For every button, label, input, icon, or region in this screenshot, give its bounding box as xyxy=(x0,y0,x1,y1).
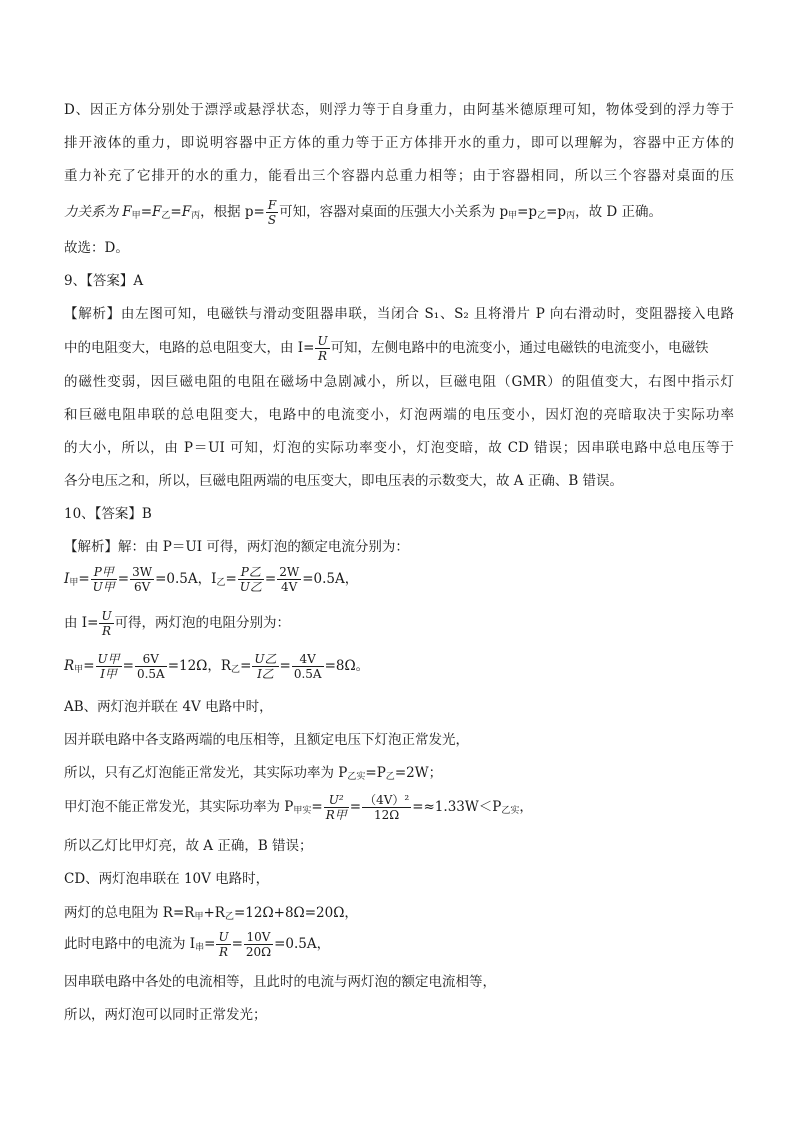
text-run: R xyxy=(64,658,75,674)
text-run: =P xyxy=(365,765,386,781)
subscript: 乙实 xyxy=(347,772,366,782)
denominator: U甲 xyxy=(92,580,115,594)
analysis-10-line-series-current xyxy=(64,928,734,964)
denominator: S xyxy=(267,213,277,227)
fraction xyxy=(252,653,278,680)
analysis-9-line-2 xyxy=(64,334,734,362)
text-run: 可得，两灯泡的电阻分别为： xyxy=(114,615,291,631)
text-run: =8Ω。 xyxy=(324,658,370,674)
denominator: I乙 xyxy=(257,667,274,681)
denominator: I甲 xyxy=(100,667,117,681)
text-run: = xyxy=(117,571,130,587)
fraction xyxy=(292,653,324,680)
fraction xyxy=(96,653,122,680)
denominator: 0.5A xyxy=(136,667,165,681)
numerator: P乙 xyxy=(238,566,264,580)
analysis-10-line-1: 【解析】解：由 P＝UI 可得，两灯泡的额定电流分别为： xyxy=(64,539,409,555)
analysis-10-line-final: 所以，两灯泡可以同时正常发光； xyxy=(64,1007,267,1023)
text-run: ，根据 p= xyxy=(200,204,265,220)
fraction-u-over-r xyxy=(99,610,113,637)
text-run: = xyxy=(231,936,243,952)
analysis-10-line-equal-current: 因串联电路中各处的电流相等，且此时的电流与两灯泡的额定电流相等， xyxy=(64,974,496,990)
analysis-9-line-6: 各分电压之和，所以，巨磁电阻两端的电压变大，即电压表的示数变大，故 A 正确、B 错误。 xyxy=(64,473,624,489)
analysis-10-resistance xyxy=(64,650,734,686)
text-run: ，故 D 正确。 xyxy=(575,204,662,220)
denominator: 12Ω xyxy=(374,808,400,822)
fraction-u-over-r xyxy=(315,335,329,362)
analysis-10-ohm-law xyxy=(64,608,734,638)
subscript: 丙 xyxy=(191,211,201,221)
denominator: R xyxy=(101,624,112,638)
text-run: = xyxy=(240,658,252,674)
numerator: U xyxy=(218,930,229,944)
paragraph-d-line-2: 排开液体的重力，即说明容器中正方体的重力等于正方体排开水的重力，即可以理解为，容器中正方体的 xyxy=(64,135,734,151)
paragraph-d-line-3: 重力补充了它排开的水的重力，能看出三个容器内总重力相等；由于容器相同，所以三个容器对桌面的压 xyxy=(64,168,734,184)
fraction xyxy=(130,566,154,593)
fraction-f-over-s xyxy=(266,199,278,226)
subscript: 丙 xyxy=(566,211,576,221)
text-run: = xyxy=(349,799,362,815)
denominator: R xyxy=(218,945,229,959)
text-run: 所以，只有乙灯泡能正常发光，其实际功率为 P xyxy=(64,765,348,781)
paragraph-d-line-1: D、因正方体分别处于漂浮或悬浮状态，则浮力等于自身重力，由阿基米德原理可知，物体受到的浮力等于 xyxy=(64,102,734,118)
analysis-9-line-5: 的大小，所以，由 P＝UI 可知，灯泡的实际功率变小，灯泡变暗，故 CD 错误；因串联电路中总电压等于 xyxy=(64,440,734,456)
subscript: 甲 xyxy=(74,665,84,675)
text-run: =0.5A， xyxy=(302,571,359,587)
numerator: U xyxy=(317,334,328,348)
text-run: = xyxy=(78,571,90,587)
subscript: 甲实 xyxy=(293,806,312,816)
text-run: 可知，容器对桌面的压强大小关系为 p xyxy=(279,204,509,220)
analysis-10-line-parallel: 因并联电路中各支路两端的电压相等，且额定电压下灯泡正常发光， xyxy=(64,732,469,748)
text-run: =p xyxy=(517,204,538,220)
analysis-10-line-total-resistance xyxy=(64,900,734,930)
subscript: 甲 xyxy=(131,211,141,221)
denominator: 20Ω xyxy=(245,945,272,959)
text-run: = xyxy=(122,658,134,674)
text-run: 中的电阻变大，电路的总电阻变大，由 I= xyxy=(64,340,315,356)
analysis-9-line-3: 的磁性变弱，因巨磁电阻的电阻在磁场中急剧减小，所以，巨磁电阻（GMR）的阻值变大，右图中指示灯 xyxy=(64,374,734,390)
text-run: = xyxy=(83,658,95,674)
fraction xyxy=(91,566,117,593)
text-run: 可知，左侧电路中的电流变小，通过电磁铁的电流变小，电磁铁 xyxy=(330,340,709,356)
paragraph-d-line-4 xyxy=(64,198,734,230)
analysis-10-rated-current xyxy=(64,564,734,598)
denominator: 0.5A xyxy=(293,667,322,681)
analysis-10-line-ab: AB、两灯泡并联在 4V 电路中时， xyxy=(64,699,273,715)
numerator: 3W xyxy=(132,565,153,579)
numerator: 4V xyxy=(292,653,324,667)
text-run: ， xyxy=(519,799,533,815)
analysis-10-line-actual-power-jia xyxy=(64,790,734,828)
subscript: 乙 xyxy=(231,665,241,675)
text-run: +R xyxy=(203,905,225,921)
fraction xyxy=(238,566,264,593)
subscript: 乙 xyxy=(161,211,171,221)
analysis-10-line-actual-power-yi xyxy=(64,760,734,790)
text-run: 此时电路中的电流为 I xyxy=(64,936,196,952)
numerator: F xyxy=(267,198,277,212)
subscript: 甲 xyxy=(508,211,518,221)
subscript: 乙 xyxy=(537,211,547,221)
text-run: I xyxy=(64,571,70,587)
numerator: P甲 xyxy=(91,566,117,580)
subscript: 甲 xyxy=(69,578,79,588)
fraction xyxy=(324,794,349,821)
question-9-answer: 9、【答案】A xyxy=(64,273,144,289)
denominator: U乙 xyxy=(239,580,262,594)
text-run: =12Ω+8Ω=20Ω， xyxy=(233,905,358,921)
text-run: =p xyxy=(546,204,567,220)
numerator: U甲 xyxy=(97,652,120,666)
fraction xyxy=(135,653,167,680)
numerator: 10V xyxy=(244,931,273,945)
analysis-10-line-cd: CD、两灯泡串联在 10V 电路时， xyxy=(64,871,270,887)
text-run: 甲灯泡不能正常发光，其实际功率为 P xyxy=(64,799,294,815)
text-run: =2W； xyxy=(394,765,443,781)
denominator: R甲 xyxy=(325,808,347,822)
analysis-9-line-4: 和巨磁电阻串联的总电阻变大，电路中的电流变小，灯泡两端的电压变小，因灯泡的亮暗取决于实际功率 xyxy=(64,407,734,423)
numerator: U xyxy=(101,609,112,623)
text-run: 力关系为 F xyxy=(64,204,132,220)
denominator: 6V xyxy=(133,580,151,594)
fraction xyxy=(244,931,273,958)
text-run: = xyxy=(311,799,323,815)
denominator: R xyxy=(317,349,328,363)
numerator: 2W xyxy=(279,565,300,579)
subscript: 串 xyxy=(195,943,205,953)
subscript: 乙实 xyxy=(501,806,520,816)
text-run: =≈1.33W＜P xyxy=(412,799,502,815)
text-run: =F xyxy=(140,204,162,220)
numerator: U² xyxy=(324,794,349,808)
text-run: =F xyxy=(170,204,192,220)
numerator: 6V xyxy=(135,653,167,667)
subscript: 乙 xyxy=(385,772,395,782)
text-run: = xyxy=(279,658,291,674)
denominator: 4V xyxy=(281,580,298,594)
numerator: U乙 xyxy=(254,652,277,666)
text-run: 由 I= xyxy=(64,615,99,631)
question-10-answer: 10、【答案】B xyxy=(64,506,152,522)
fraction xyxy=(277,566,301,593)
text-run: = xyxy=(264,571,277,587)
analysis-10-line-conclusion-ab: 所以乙灯比甲灯亮，故 A 正确，B 错误； xyxy=(64,838,313,854)
subscript: 乙 xyxy=(216,578,226,588)
subscript: 乙 xyxy=(224,912,234,922)
answer-choice-line: 故选：D。 xyxy=(64,240,129,256)
text-run: =12Ω，R xyxy=(167,658,232,674)
fraction xyxy=(216,931,230,958)
analysis-9-line-1: 【解析】由左图可知，电磁铁与滑动变阻器串联，当闭合 S₁、S₂ 且将滑片 P 向右滑动时，变阻器接入电路 xyxy=(64,306,734,322)
numerator: （4V）² xyxy=(364,793,410,807)
subscript: 甲 xyxy=(194,912,204,922)
text-run: =0.5A，I xyxy=(155,571,217,587)
text-run: = xyxy=(204,936,216,952)
fraction xyxy=(362,794,411,821)
text-run: =0.5A， xyxy=(274,936,331,952)
text-run: 两灯的总电阻为 R=R xyxy=(64,905,195,921)
text-run: = xyxy=(225,571,237,587)
